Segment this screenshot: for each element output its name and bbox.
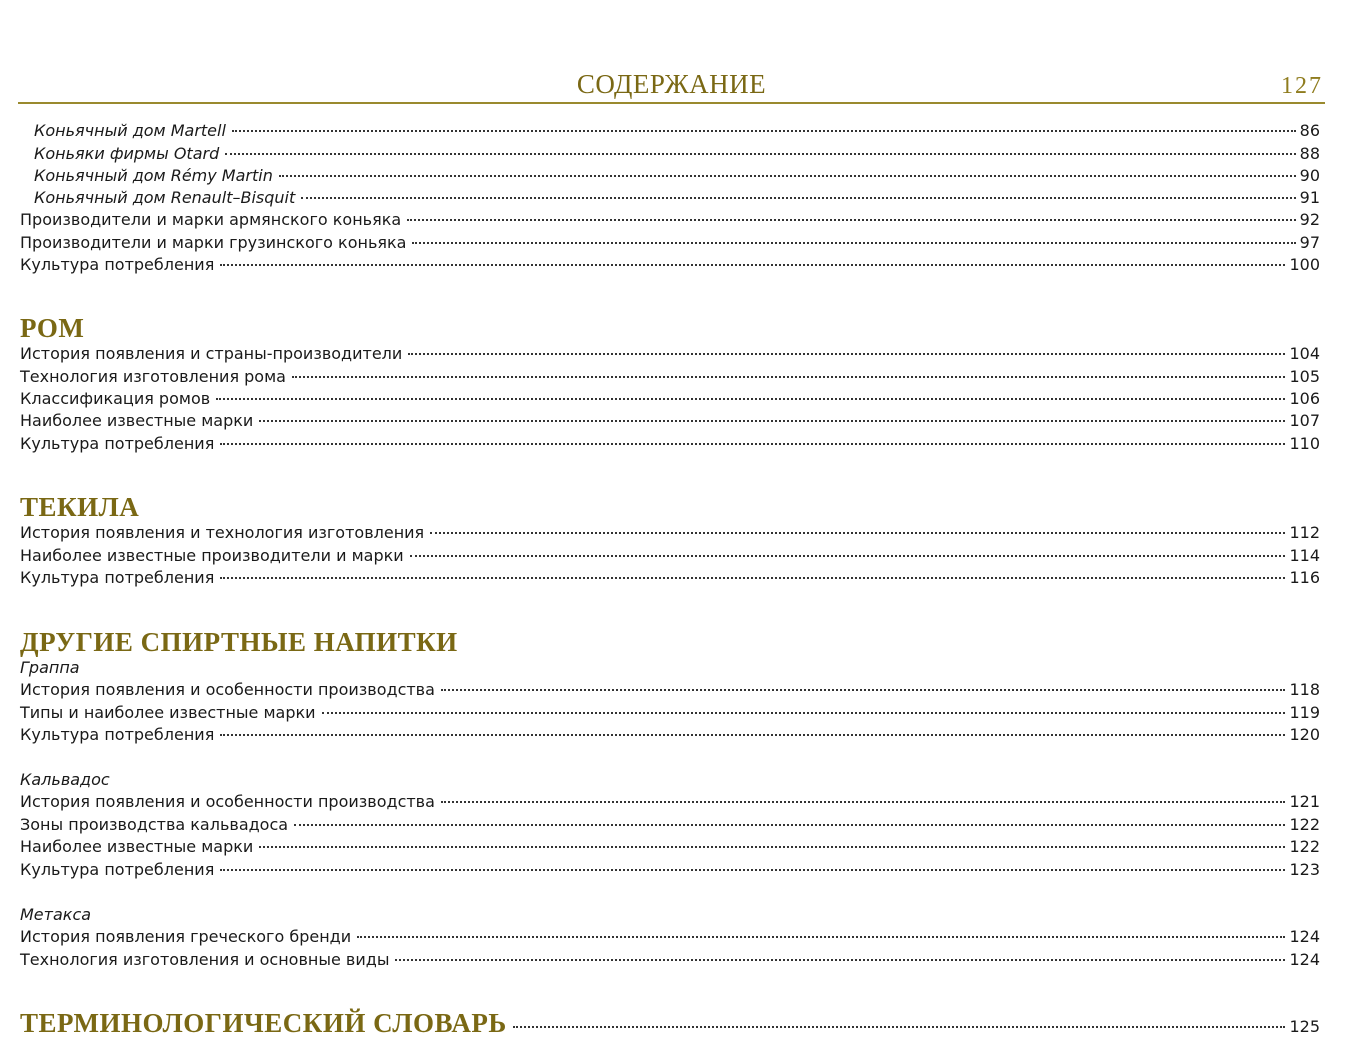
toc-entry[interactable] bbox=[20, 702, 1320, 724]
toc-entry[interactable] bbox=[20, 926, 1320, 948]
toc-entry[interactable] bbox=[20, 724, 1320, 746]
subsection-title-metaxa: Метакса bbox=[20, 905, 92, 924]
toc-entry-page: 110 bbox=[1289, 434, 1320, 453]
toc-entry-title: Культура потребления bbox=[20, 434, 215, 453]
toc-entry-page: 120 bbox=[1289, 725, 1320, 744]
dot-leader bbox=[430, 532, 1285, 534]
toc-entry-page: 91 bbox=[1299, 188, 1320, 207]
dot-leader bbox=[220, 264, 1285, 266]
toc-entry-page: 90 bbox=[1299, 166, 1320, 185]
dot-leader bbox=[220, 443, 1285, 445]
dot-leader bbox=[216, 398, 1285, 400]
toc-entry-page: 116 bbox=[1289, 568, 1320, 587]
toc-entry[interactable] bbox=[20, 343, 1320, 365]
toc-entry-page: 86 bbox=[1299, 121, 1320, 140]
toc-entry-page: 92 bbox=[1299, 210, 1320, 229]
toc-entry-page: 122 bbox=[1289, 815, 1320, 834]
toc-entry[interactable] bbox=[20, 949, 1320, 971]
toc-entry-title: История появления и страны-производители bbox=[20, 344, 403, 363]
toc-entry-page: 124 bbox=[1289, 950, 1320, 969]
toc-entry-title: Культура потребления bbox=[20, 255, 215, 274]
toc-entry[interactable] bbox=[20, 791, 1320, 813]
subsection-title-grappa: Граппа bbox=[20, 658, 80, 677]
dot-leader bbox=[225, 153, 1295, 155]
page-header bbox=[18, 64, 1325, 104]
toc-entry[interactable] bbox=[20, 410, 1320, 432]
dot-leader bbox=[441, 801, 1286, 803]
toc-entry-title: Коньяки фирмы Otard bbox=[34, 144, 220, 163]
toc-entry-page: 119 bbox=[1289, 703, 1320, 722]
toc-entry-title: История появления греческого бренди bbox=[20, 927, 352, 946]
dot-leader bbox=[410, 555, 1286, 557]
toc-entry-title: Зоны производства кальвадоса bbox=[20, 815, 289, 834]
page-number: 127 bbox=[1281, 73, 1323, 99]
toc-entry-title: Коньячный дом Renault–Bisquit bbox=[34, 188, 296, 207]
toc-entry-title: Культура потребления bbox=[20, 568, 215, 587]
toc-entry-title: История появления и технология изготовления bbox=[20, 523, 425, 542]
toc-entry[interactable] bbox=[20, 567, 1320, 589]
toc-entry-glossary[interactable] bbox=[20, 1008, 1320, 1038]
dot-leader bbox=[407, 219, 1295, 221]
toc-entry-title: Производители и марки грузинского коньяка bbox=[20, 233, 407, 252]
dot-leader bbox=[220, 869, 1285, 871]
toc-entry[interactable] bbox=[34, 165, 1320, 187]
toc-entry-title: Культура потребления bbox=[20, 860, 215, 879]
toc-entry[interactable] bbox=[20, 366, 1320, 388]
toc-entry[interactable] bbox=[34, 143, 1320, 165]
toc-entry[interactable] bbox=[20, 209, 1320, 231]
toc-entry[interactable] bbox=[20, 836, 1320, 858]
toc-entry-page: 122 bbox=[1289, 837, 1320, 856]
toc-entry-page: 121 bbox=[1289, 792, 1320, 811]
dot-leader bbox=[294, 824, 1285, 826]
section-title-glossary: ТЕРМИНОЛОГИЧЕСКИЙ СЛОВАРЬ bbox=[20, 1008, 507, 1038]
toc-entry-page: 107 bbox=[1289, 411, 1320, 430]
dot-leader bbox=[395, 959, 1285, 961]
toc-entry[interactable] bbox=[20, 545, 1320, 567]
section-title-tequila[interactable]: ТЕКИЛА bbox=[20, 492, 140, 522]
section-title-rum[interactable]: РОМ bbox=[20, 313, 85, 343]
toc-entry-title: Наиболее известные марки bbox=[20, 411, 254, 430]
toc-entry-title: Коньячный дом Martell bbox=[34, 121, 226, 140]
toc-entry-page: 106 bbox=[1289, 389, 1320, 408]
toc-entry[interactable] bbox=[34, 187, 1320, 209]
toc-entry[interactable] bbox=[20, 679, 1320, 701]
dot-leader bbox=[220, 734, 1285, 736]
toc-entry-title: Наиболее известные марки bbox=[20, 837, 254, 856]
toc-entry[interactable] bbox=[20, 522, 1320, 544]
toc-entry-page: 105 bbox=[1289, 367, 1320, 386]
toc-entry-title: Культура потребления bbox=[20, 725, 215, 744]
toc-entry-title: История появления и особенности производства bbox=[20, 792, 435, 811]
toc-entry[interactable] bbox=[20, 254, 1320, 276]
dot-leader bbox=[220, 577, 1285, 579]
dot-leader bbox=[322, 712, 1286, 714]
toc-entry-title: Производители и марки армянского коньяка bbox=[20, 210, 402, 229]
toc-entry-title: Типы и наиболее известные марки bbox=[20, 703, 316, 722]
subsection-title-calvados: Кальвадос bbox=[20, 770, 110, 789]
toc-entry-page: 104 bbox=[1289, 344, 1320, 363]
dot-leader bbox=[259, 846, 1285, 848]
toc-entry-title: Технология изготовления рома bbox=[20, 367, 286, 386]
dot-leader bbox=[232, 130, 1296, 132]
toc-entry[interactable] bbox=[20, 433, 1320, 455]
toc-entry[interactable] bbox=[20, 859, 1320, 881]
toc-entry-page: 112 bbox=[1289, 523, 1320, 542]
toc-entry-title: Классификация ромов bbox=[20, 389, 211, 408]
toc-entry-page: 125 bbox=[1289, 1017, 1320, 1036]
toc-entry[interactable] bbox=[34, 120, 1320, 142]
section-title-other-spirits[interactable]: ДРУГИЕ СПИРТНЫЕ НАПИТКИ bbox=[20, 627, 458, 657]
toc-entry-title: Наиболее известные производители и марки bbox=[20, 546, 404, 565]
dot-leader bbox=[279, 175, 1296, 177]
toc-entry[interactable] bbox=[20, 388, 1320, 410]
toc-entry-page: 97 bbox=[1299, 233, 1320, 252]
toc-entry-page: 124 bbox=[1289, 927, 1320, 946]
dot-leader bbox=[513, 1026, 1286, 1028]
dot-leader bbox=[259, 420, 1285, 422]
toc-entry-title: Технология изготовления и основные виды bbox=[20, 950, 390, 969]
toc-entry-page: 118 bbox=[1289, 680, 1320, 699]
dot-leader bbox=[292, 376, 1285, 378]
toc-entry-title: История появления и особенности производства bbox=[20, 680, 435, 699]
toc-entry[interactable] bbox=[20, 232, 1320, 254]
toc-entry[interactable] bbox=[20, 814, 1320, 836]
dot-leader bbox=[441, 689, 1286, 691]
toc-entry-page: 123 bbox=[1289, 860, 1320, 879]
dot-leader bbox=[301, 197, 1295, 199]
toc-entry-page: 114 bbox=[1289, 546, 1320, 565]
dot-leader bbox=[357, 936, 1285, 938]
toc-entry-page: 100 bbox=[1289, 255, 1320, 274]
page-title: СОДЕРЖАНИЕ bbox=[576, 69, 767, 99]
dot-leader bbox=[408, 353, 1285, 355]
toc-entry-title: Коньячный дом Rémy Martin bbox=[34, 166, 273, 185]
toc-entry-page: 88 bbox=[1299, 144, 1320, 163]
dot-leader bbox=[412, 242, 1295, 244]
